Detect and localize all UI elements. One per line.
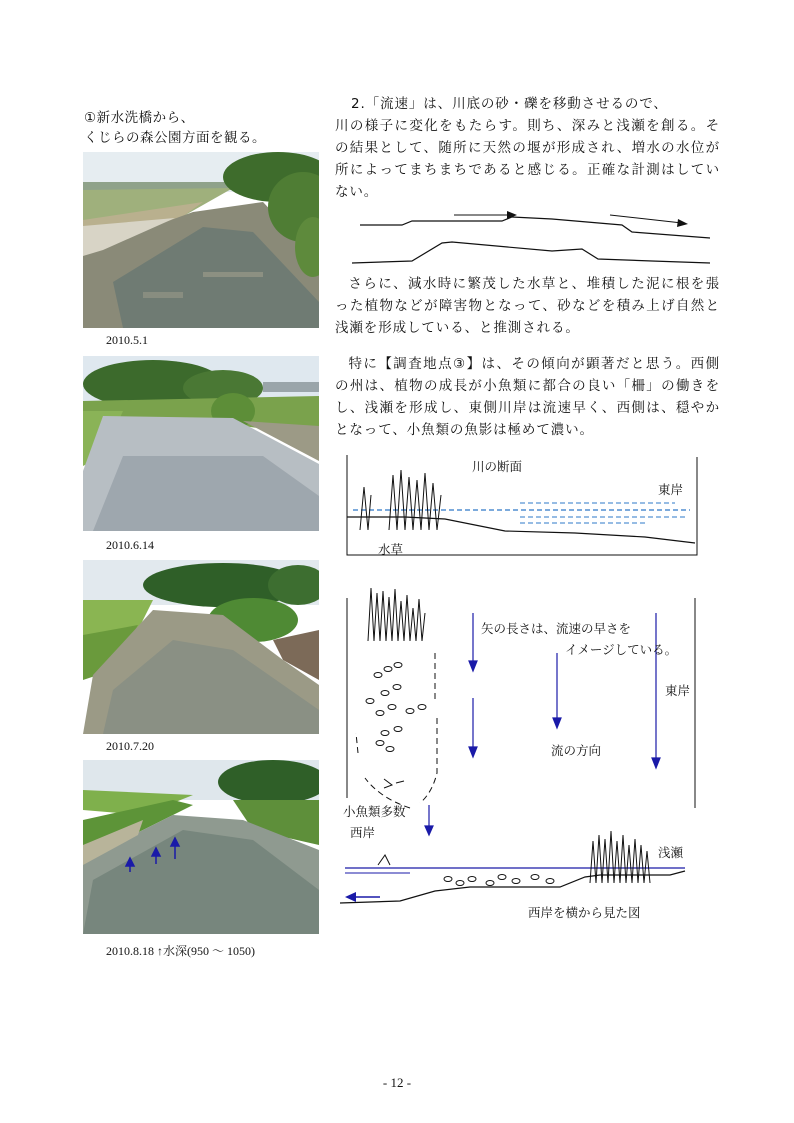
east-bank-label: 東岸 [658,482,684,497]
photo-caption: 2010.8.18 ↑水深(950 ～ 1050) [106,944,255,958]
shallows-label: 浅瀬 [658,845,684,860]
paragraph-first-line: 2.「流速」は、川底の砂・礫を移動させるので、 [351,96,668,112]
river-photo-2010-06-14 [83,356,319,531]
paragraph-body: さらに、減水時に繁茂した水草と、堆積した泥に根を張った植物などが障害物となって、砂などを積み上げ自然と浅瀬を形成している、と推測される。 [335,276,720,336]
water-plants-label: 水草 [378,542,404,557]
photo-caption: 2010.6.14 [106,538,154,552]
paragraph-survey-point [335,353,720,441]
paragraph-body: 特に【調査地点③】は、その傾向が顕著だと思う。西側の州は、植物の成長が小魚類に都合の良い「柵」の働きをし、浅瀬を形成し、東側川岸は流速早く、西側は、穏やかとなって、小魚類の魚影は極めて濃い。 [335,356,720,438]
photo-caption: 2010.7.20 [106,739,154,753]
small-fish-label: 小魚類多数 [343,804,406,819]
paragraph-body: 川の様子に変化をもたらす。則ち、深みと浅瀬を創る。その結果として、随所に天然の堰が形成され、増水の水位が所によってまちまちであると感じる。正確な計測はしていない。 [335,118,720,200]
page-number: - 12 - [382,1075,412,1090]
paragraph-shallows [335,273,720,339]
west-bank-label: 西岸 [350,825,376,840]
river-photo-2010-07-20 [83,560,319,734]
flow-direction-label: 流の方向 [551,743,602,758]
side-view-label: 西岸を横から見た図 [528,905,641,920]
river-photo-2010-05-01 [83,152,319,328]
heading-line-1: ①新水洗橋から、 [84,110,195,126]
arrow-length-note-line-2: イメージしている。 [565,642,678,657]
east-bank-label: 東岸 [665,683,691,698]
paragraph-flow-speed [335,93,720,203]
heading-line-2: くじらの森公園方面を観る。 [84,130,266,146]
photo-section-heading [84,108,266,148]
river-photo-2010-08-18 [83,760,319,934]
cross-section-title: 川の断面 [472,459,523,474]
flow-profile-diagram [352,205,714,265]
photo-caption: 2010.5.1 [106,333,148,347]
arrow-length-note-line-1: 矢の長さは、流速の早さを [481,621,632,636]
